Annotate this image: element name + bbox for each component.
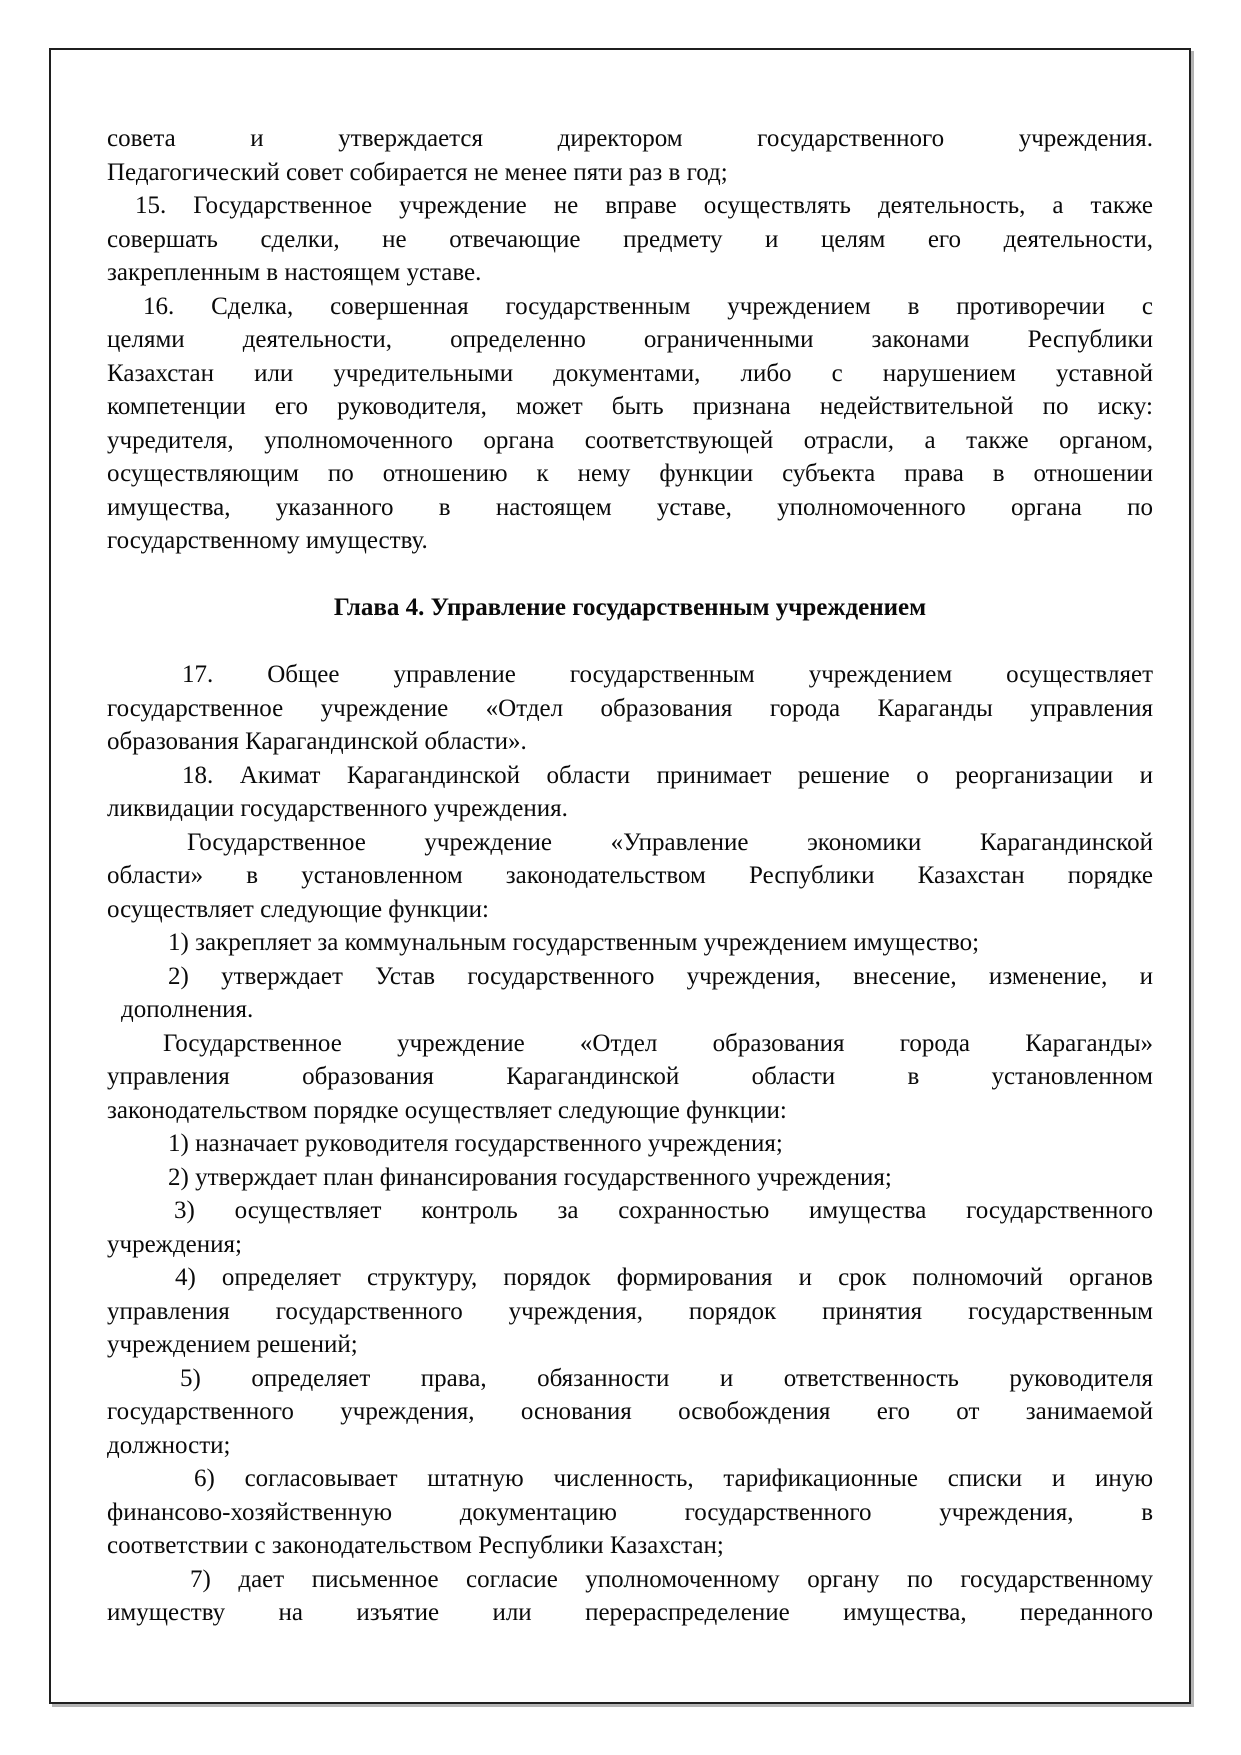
chapter-heading <box>107 591 1153 625</box>
text-line: целями деятельности, определенно ограниченными законами Республики <box>107 326 1153 353</box>
text-line: Глава 4. Управление государственным учреждением <box>333 594 927 621</box>
paragraph-gue <box>107 826 1153 927</box>
paragraph-cont <box>107 122 1153 189</box>
text-line: соответствии с законодательством Республики Казахстан; <box>107 1532 724 1559</box>
paragraph-p18 <box>107 759 1153 826</box>
text-line: ликвидации государственного учреждения. <box>107 795 568 822</box>
text-line: учредителя, уполномоченного органа соответствующей отрасли, а также органом, <box>107 426 1153 454</box>
text-line: области» в установленном законодательством Республики Казахстан порядке <box>107 862 1153 889</box>
paragraph-got <box>107 1027 1153 1128</box>
text-line: Казахстан или учредительными документами, либо с нарушением уставной <box>107 359 1153 387</box>
text-line: 1) назначает руководителя государственного учреждения; <box>168 1130 783 1157</box>
text-line: дополнения. <box>121 996 254 1023</box>
text-line: Государственное учреждение «Управление экономики Карагандинской <box>187 828 1153 856</box>
paragraph-p15 <box>107 189 1153 290</box>
text-line: финансово-хозяйственную документацию государственного учреждения, в <box>107 1498 1153 1526</box>
text-line: 17. Общее управление государственным учреждением осуществляет <box>182 661 1153 688</box>
text-line: государственного учреждения, основания освобождения его от занимаемой <box>107 1398 1153 1425</box>
text-line: осуществляет следующие функции: <box>107 895 489 923</box>
text-line: совета и утверждается директором государственного учреждения. <box>107 125 1153 152</box>
paragraph-p16 <box>107 290 1153 558</box>
paragraph-a1 <box>107 926 1153 960</box>
paragraph-a2 <box>107 960 1153 1027</box>
text-line: управления образования Карагандинской области в установленном <box>107 1063 1153 1090</box>
text-line: 7) дает письменное согласие уполномоченному органу по государственному <box>190 1565 1153 1593</box>
text-line: управления государственного учреждения, порядок принятия государственным <box>107 1297 1153 1325</box>
paragraph-p17 <box>107 658 1153 759</box>
paragraph-b4 <box>107 1261 1153 1362</box>
text-line: совершать сделки, не отвечающие предмету и целям его деятельности, <box>107 225 1153 253</box>
paragraph-b6 <box>107 1462 1153 1563</box>
text-line: 1) закрепляет за коммунальным государственным учреждением имущество; <box>168 929 980 956</box>
text-line: закрепленным в настоящем уставе. <box>107 259 482 286</box>
paragraph-b2 <box>107 1161 1153 1195</box>
text-line: учреждением решений; <box>107 1331 358 1358</box>
text-line: 4) определяет структуру, порядок формирования и срок полномочий органов <box>175 1264 1153 1291</box>
text-line: компетенции его руководителя, может быть признана недействительной по иску: <box>107 393 1153 420</box>
text-line: имуществу на изъятие или перераспределение имущества, переданного <box>107 1599 1153 1626</box>
text-line: законодательством порядке осуществляет следующие функции: <box>107 1096 787 1124</box>
text-line: 15. Государственное учреждение не вправе осуществлять деятельность, а также <box>135 192 1153 219</box>
text-line: Педагогический совет собирается не менее пяти раз в год; <box>107 158 728 186</box>
paragraph-b1 <box>107 1127 1153 1161</box>
text-line: государственное учреждение «Отдел образования города Караганды управления <box>107 694 1153 722</box>
paragraph-b5 <box>107 1362 1153 1463</box>
text-line: осуществляющим по отношению к нему функции субъекта права в отношении <box>107 460 1153 487</box>
text-line: 2) утверждает Устав государственного учреждения, внесение, изменение, и <box>168 962 1153 990</box>
text-line: 2) утверждает план финансирования государственного учреждения; <box>168 1163 892 1191</box>
text-line: 5) определяет права, обязанности и ответственность руководителя <box>180 1364 1153 1392</box>
paragraph-b3 <box>107 1194 1153 1261</box>
text-line: образования Карагандинской области». <box>107 728 527 755</box>
document-text <box>107 122 1153 1630</box>
text-line: 6) согласовывает штатную численность, тарификационные списки и иную <box>194 1465 1153 1492</box>
text-line: учреждения; <box>107 1230 242 1258</box>
text-line: Государственное учреждение «Отдел образования города Караганды» <box>163 1029 1153 1057</box>
text-line: 16. Сделка, совершенная государственным учреждением в противоречии с <box>143 292 1153 320</box>
text-line: имущества, указанного в настоящем уставе, уполномоченного органа по <box>107 493 1153 521</box>
text-line: государственному имуществу. <box>107 527 428 554</box>
paragraph-b7 <box>107 1563 1153 1630</box>
text-line: должности; <box>107 1431 231 1459</box>
text-line: 3) осуществляет контроль за сохранностью имущества государственного <box>174 1197 1153 1224</box>
text-line: 18. Акимат Карагандинской области принимает решение о реорганизации и <box>182 761 1153 789</box>
